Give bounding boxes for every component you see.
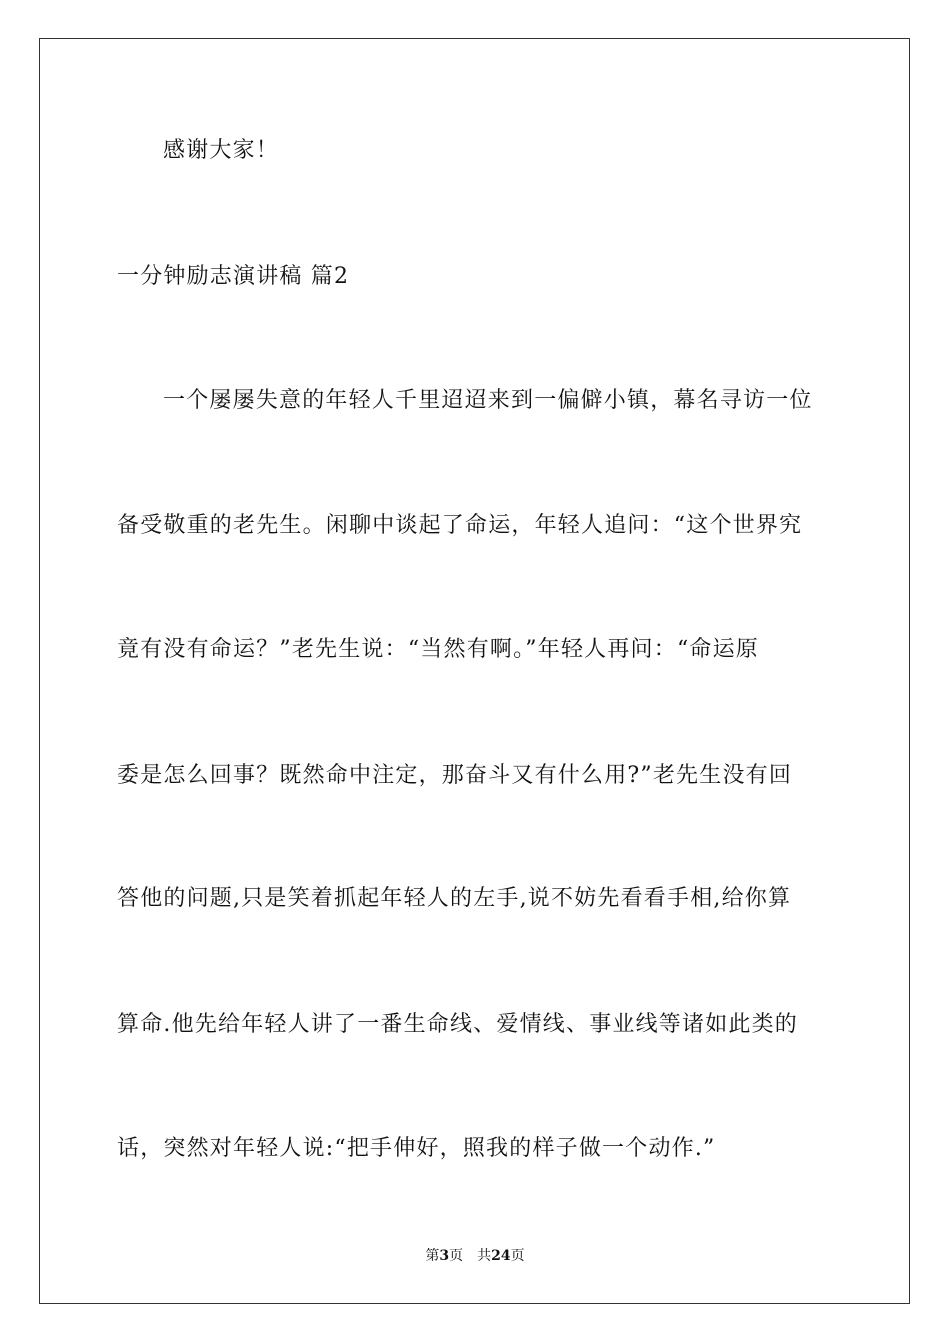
page-current: 3 [439,1248,450,1264]
page-total: 24 [491,1248,511,1264]
paragraph-line-2: 备受敬重的老先生。闲聊中谈起了命运，年轻人追问：“这个世界究 [117,513,803,538]
paragraph-line-6: 算命.他先给年轻人讲了一番生命线、爱情线、事业线等诸如此类的 [117,1012,798,1037]
paragraph-line-5: 答他的问题,只是笑着抓起年轻人的左手,说不妨先看看手相,给你算 [117,886,792,911]
paragraph-line-7: 话，突然对年轻人说:“把手伸好，照我的样子做一个动作.” [117,1136,716,1161]
paragraph-line-1: 一个屡屡失意的年轻人千里迢迢来到一偏僻小镇，幕名寻访一位 [163,388,813,413]
total-suffix: 页 [510,1248,525,1264]
total-prefix: 共 [477,1248,492,1264]
paragraph-line-3: 竟有没有命运？”老先生说：“当然有啊。”年轻人再问：“命运原 [117,637,759,662]
page-prefix: 第 [425,1248,440,1264]
page-footer [0,1246,950,1266]
page-border [39,38,910,1304]
page-suffix: 页 [449,1248,464,1264]
closing-line: 感谢大家！ [163,138,280,163]
paragraph-line-4: 委是怎么回事？既然命中注定，那奋斗又有什么用?”老先生没有回 [117,763,793,788]
section-heading: 一分钟励志演讲稿 篇2 [117,264,350,289]
